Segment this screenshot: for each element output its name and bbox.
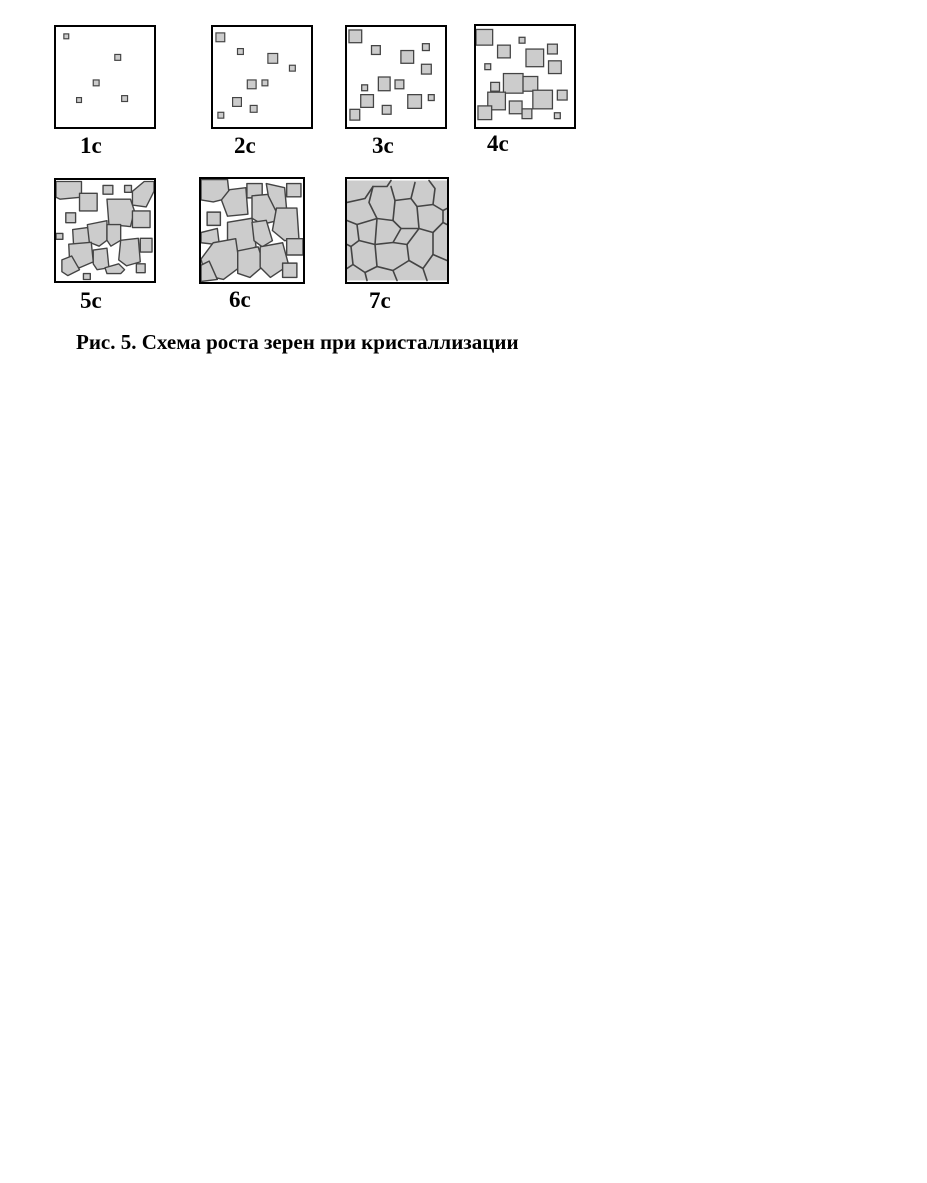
stage-3-diagram — [347, 27, 445, 127]
stage-4-panel — [474, 24, 576, 129]
stage-7-panel — [345, 177, 449, 284]
stage-3-panel — [345, 25, 447, 129]
stage-7-label: 7c — [369, 288, 391, 313]
stage-6-panel — [199, 177, 305, 284]
stage-5-panel — [54, 178, 156, 283]
stage-4-label: 4c — [487, 131, 509, 156]
stage-6-diagram — [201, 179, 303, 282]
stage-3-label: 3c — [372, 133, 394, 158]
stage-7-diagram — [347, 179, 447, 282]
stage-5-diagram — [56, 180, 154, 281]
figure-caption: Рис. 5. Схема роста зерен при кристаллизации — [76, 330, 519, 354]
stage-1-panel — [54, 25, 156, 129]
stage-1-diagram — [56, 27, 154, 127]
stage-5-label: 5c — [80, 288, 102, 313]
stage-2-diagram — [213, 27, 311, 127]
stage-6-label: 6c — [229, 287, 251, 312]
stage-1-label: 1c — [80, 133, 102, 158]
stage-2-panel — [211, 25, 313, 129]
stage-4-diagram — [476, 26, 574, 127]
stage-2-label: 2c — [234, 133, 256, 158]
